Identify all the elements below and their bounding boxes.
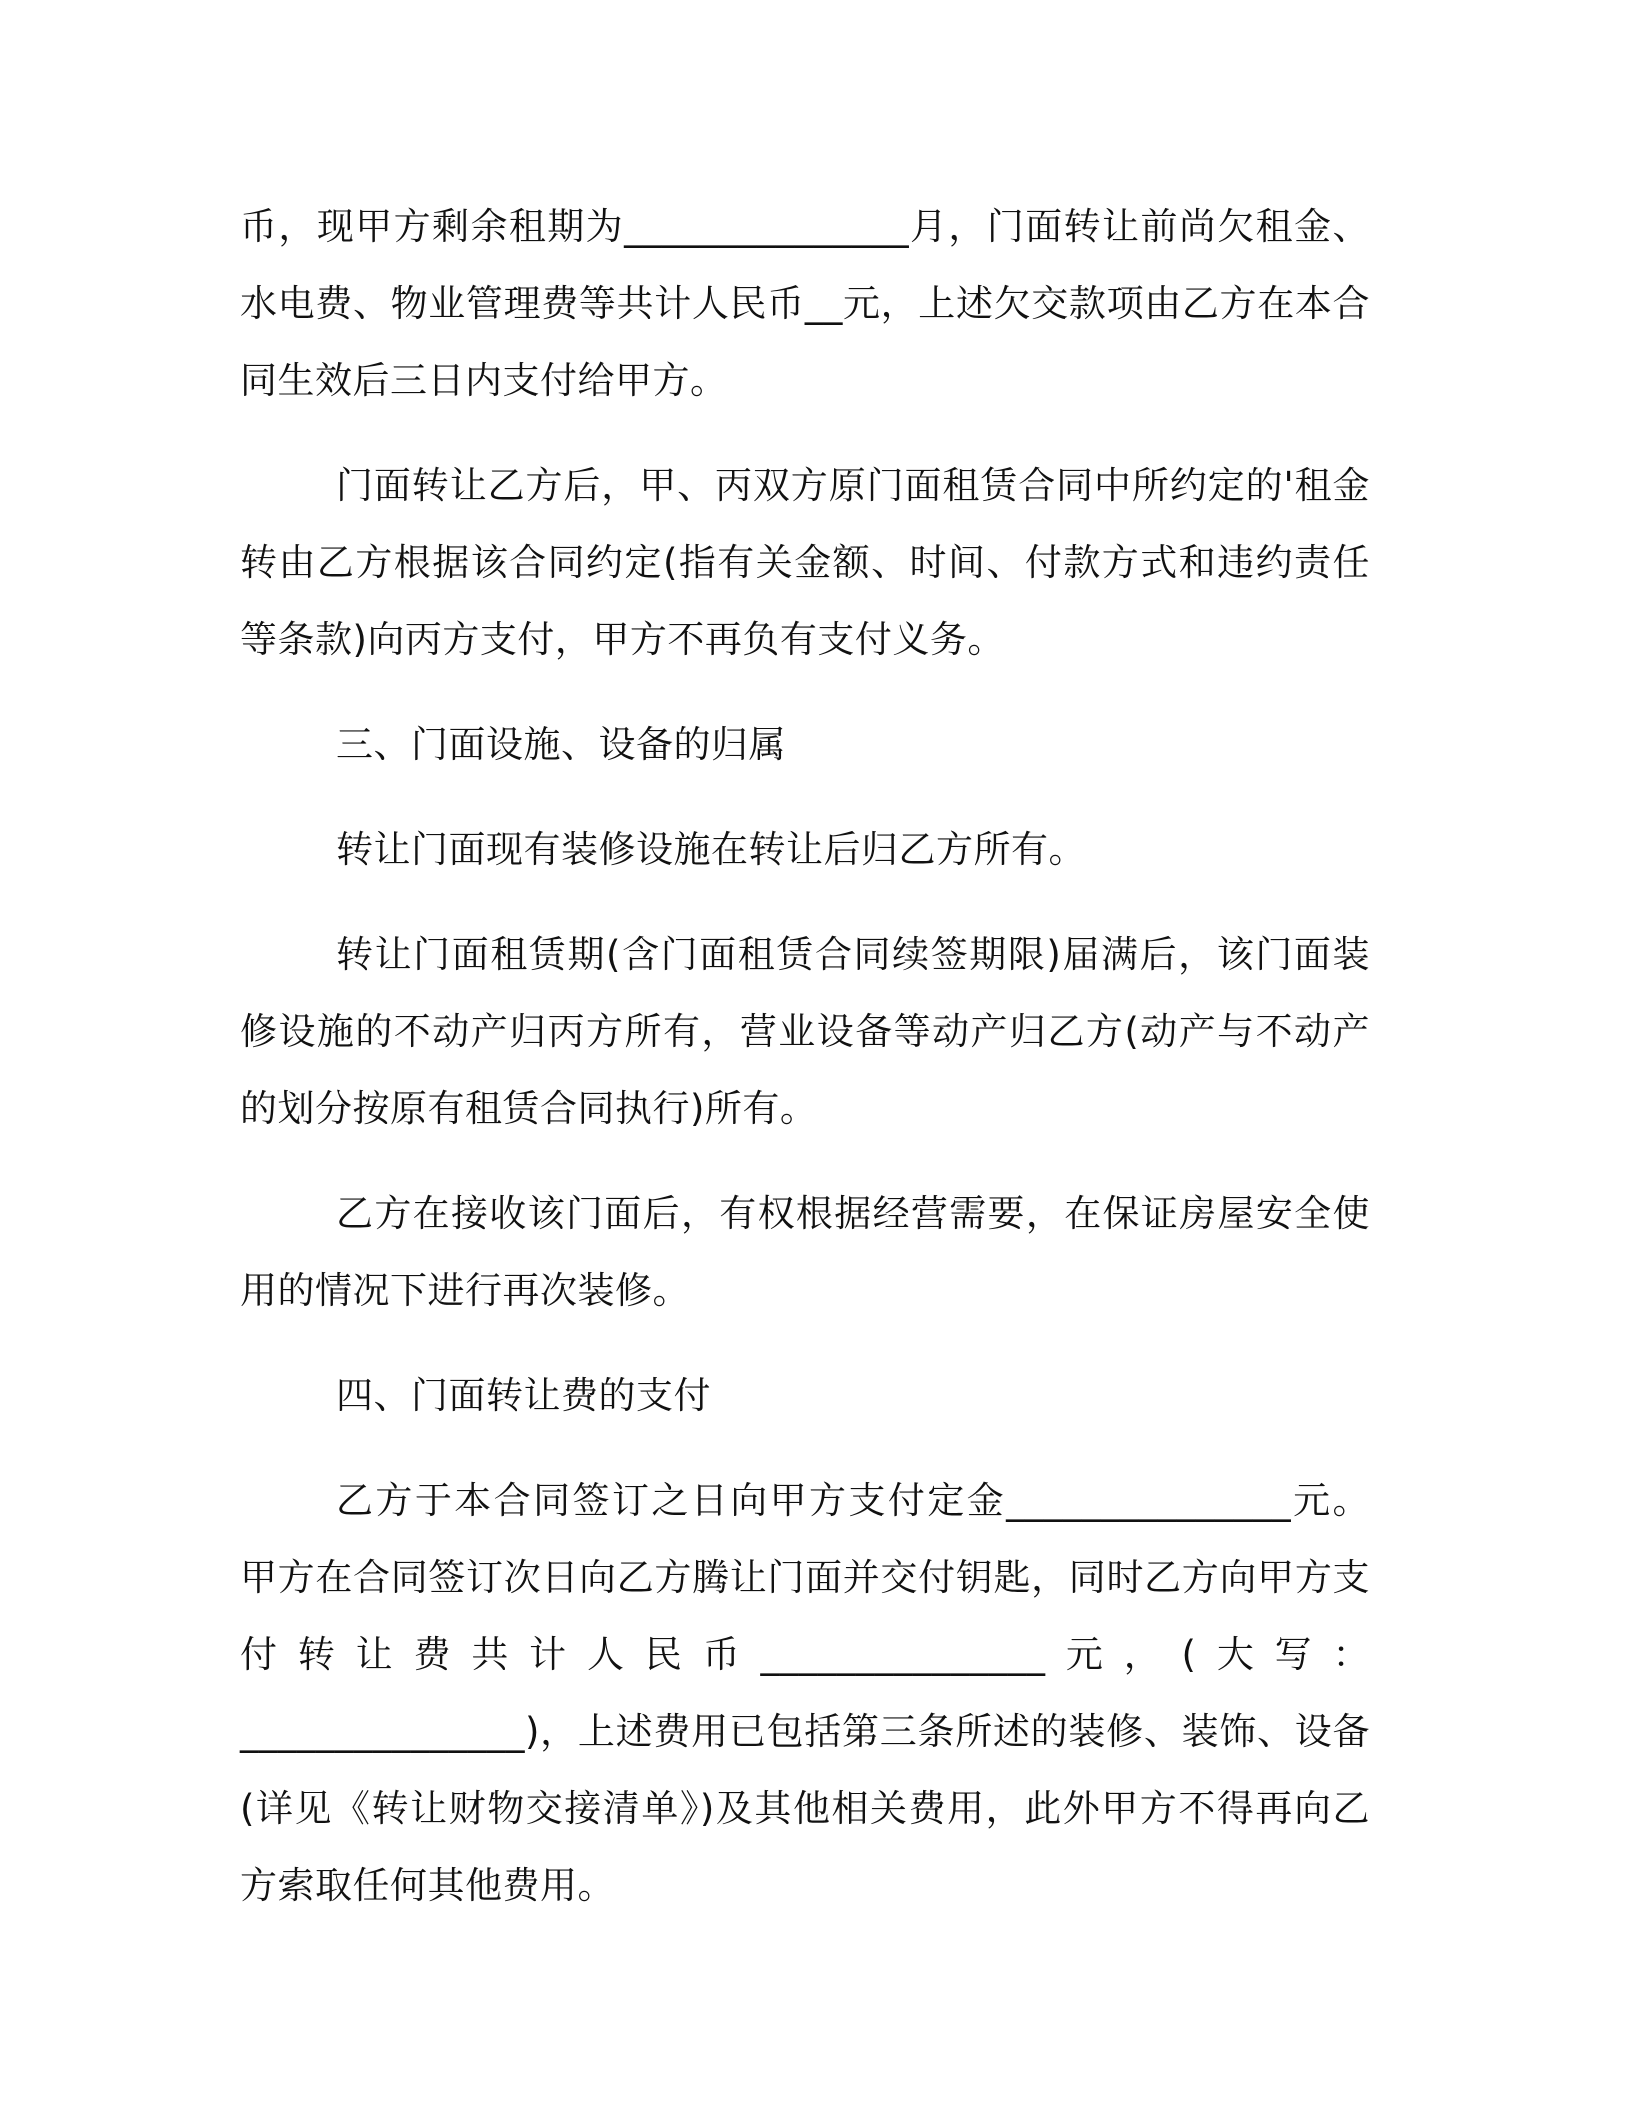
paragraph-transfer-fee-payment: 乙方于本合同签订之日向甲方支付定金_______________元。甲方在合同签订次日向乙方腾让门面并交付钥匙，同时乙方向甲方支付转让费共计人民币_______________元，(大写：_______________)，上述费用已包括第三条所述的装修、装饰、设备(详见《转让财物交接清单》)及其他相关费用，此外甲方不得再向乙方索取任何其他费用。 (240, 1479, 1370, 1907)
section-heading-4: 四、门面转让费的支付 (336, 1374, 711, 1417)
paragraph-facilities-ownership: 转让门面现有装修设施在转让后归乙方所有。 (336, 828, 1086, 871)
paragraph-lease-expiry-ownership: 转让门面租赁期(含门面租赁合同续签期限)届满后，该门面装修设施的不动产归丙方所有，营业设备等动产归乙方(动产与不动产的划分按原有租赁合同执行)所有。 (240, 933, 1370, 1130)
section-heading-3: 三、门面设施、设备的归属 (336, 723, 786, 766)
paragraph-rent-transfer: 门面转让乙方后，甲、丙双方原门面租赁合同中所约定的'租金转由乙方根据该合同约定(指有关金额、时间、付款方式和违约责任等条款)向丙方支付，甲方不再负有支付义务。 (240, 464, 1370, 661)
paragraph-remaining-term-arrears: 币，现甲方剩余租期为_______________月，门面转让前尚欠租金、水电费、物业管理费等共计人民币__元，上述欠交款项由乙方在本合同生效后三日内支付给甲方。 (240, 205, 1370, 402)
document-body (240, 188, 1370, 1952)
paragraph-renovation-right: 乙方在接收该门面后，有权根据经营需要，在保证房屋安全使用的情况下进行再次装修。 (240, 1192, 1370, 1312)
